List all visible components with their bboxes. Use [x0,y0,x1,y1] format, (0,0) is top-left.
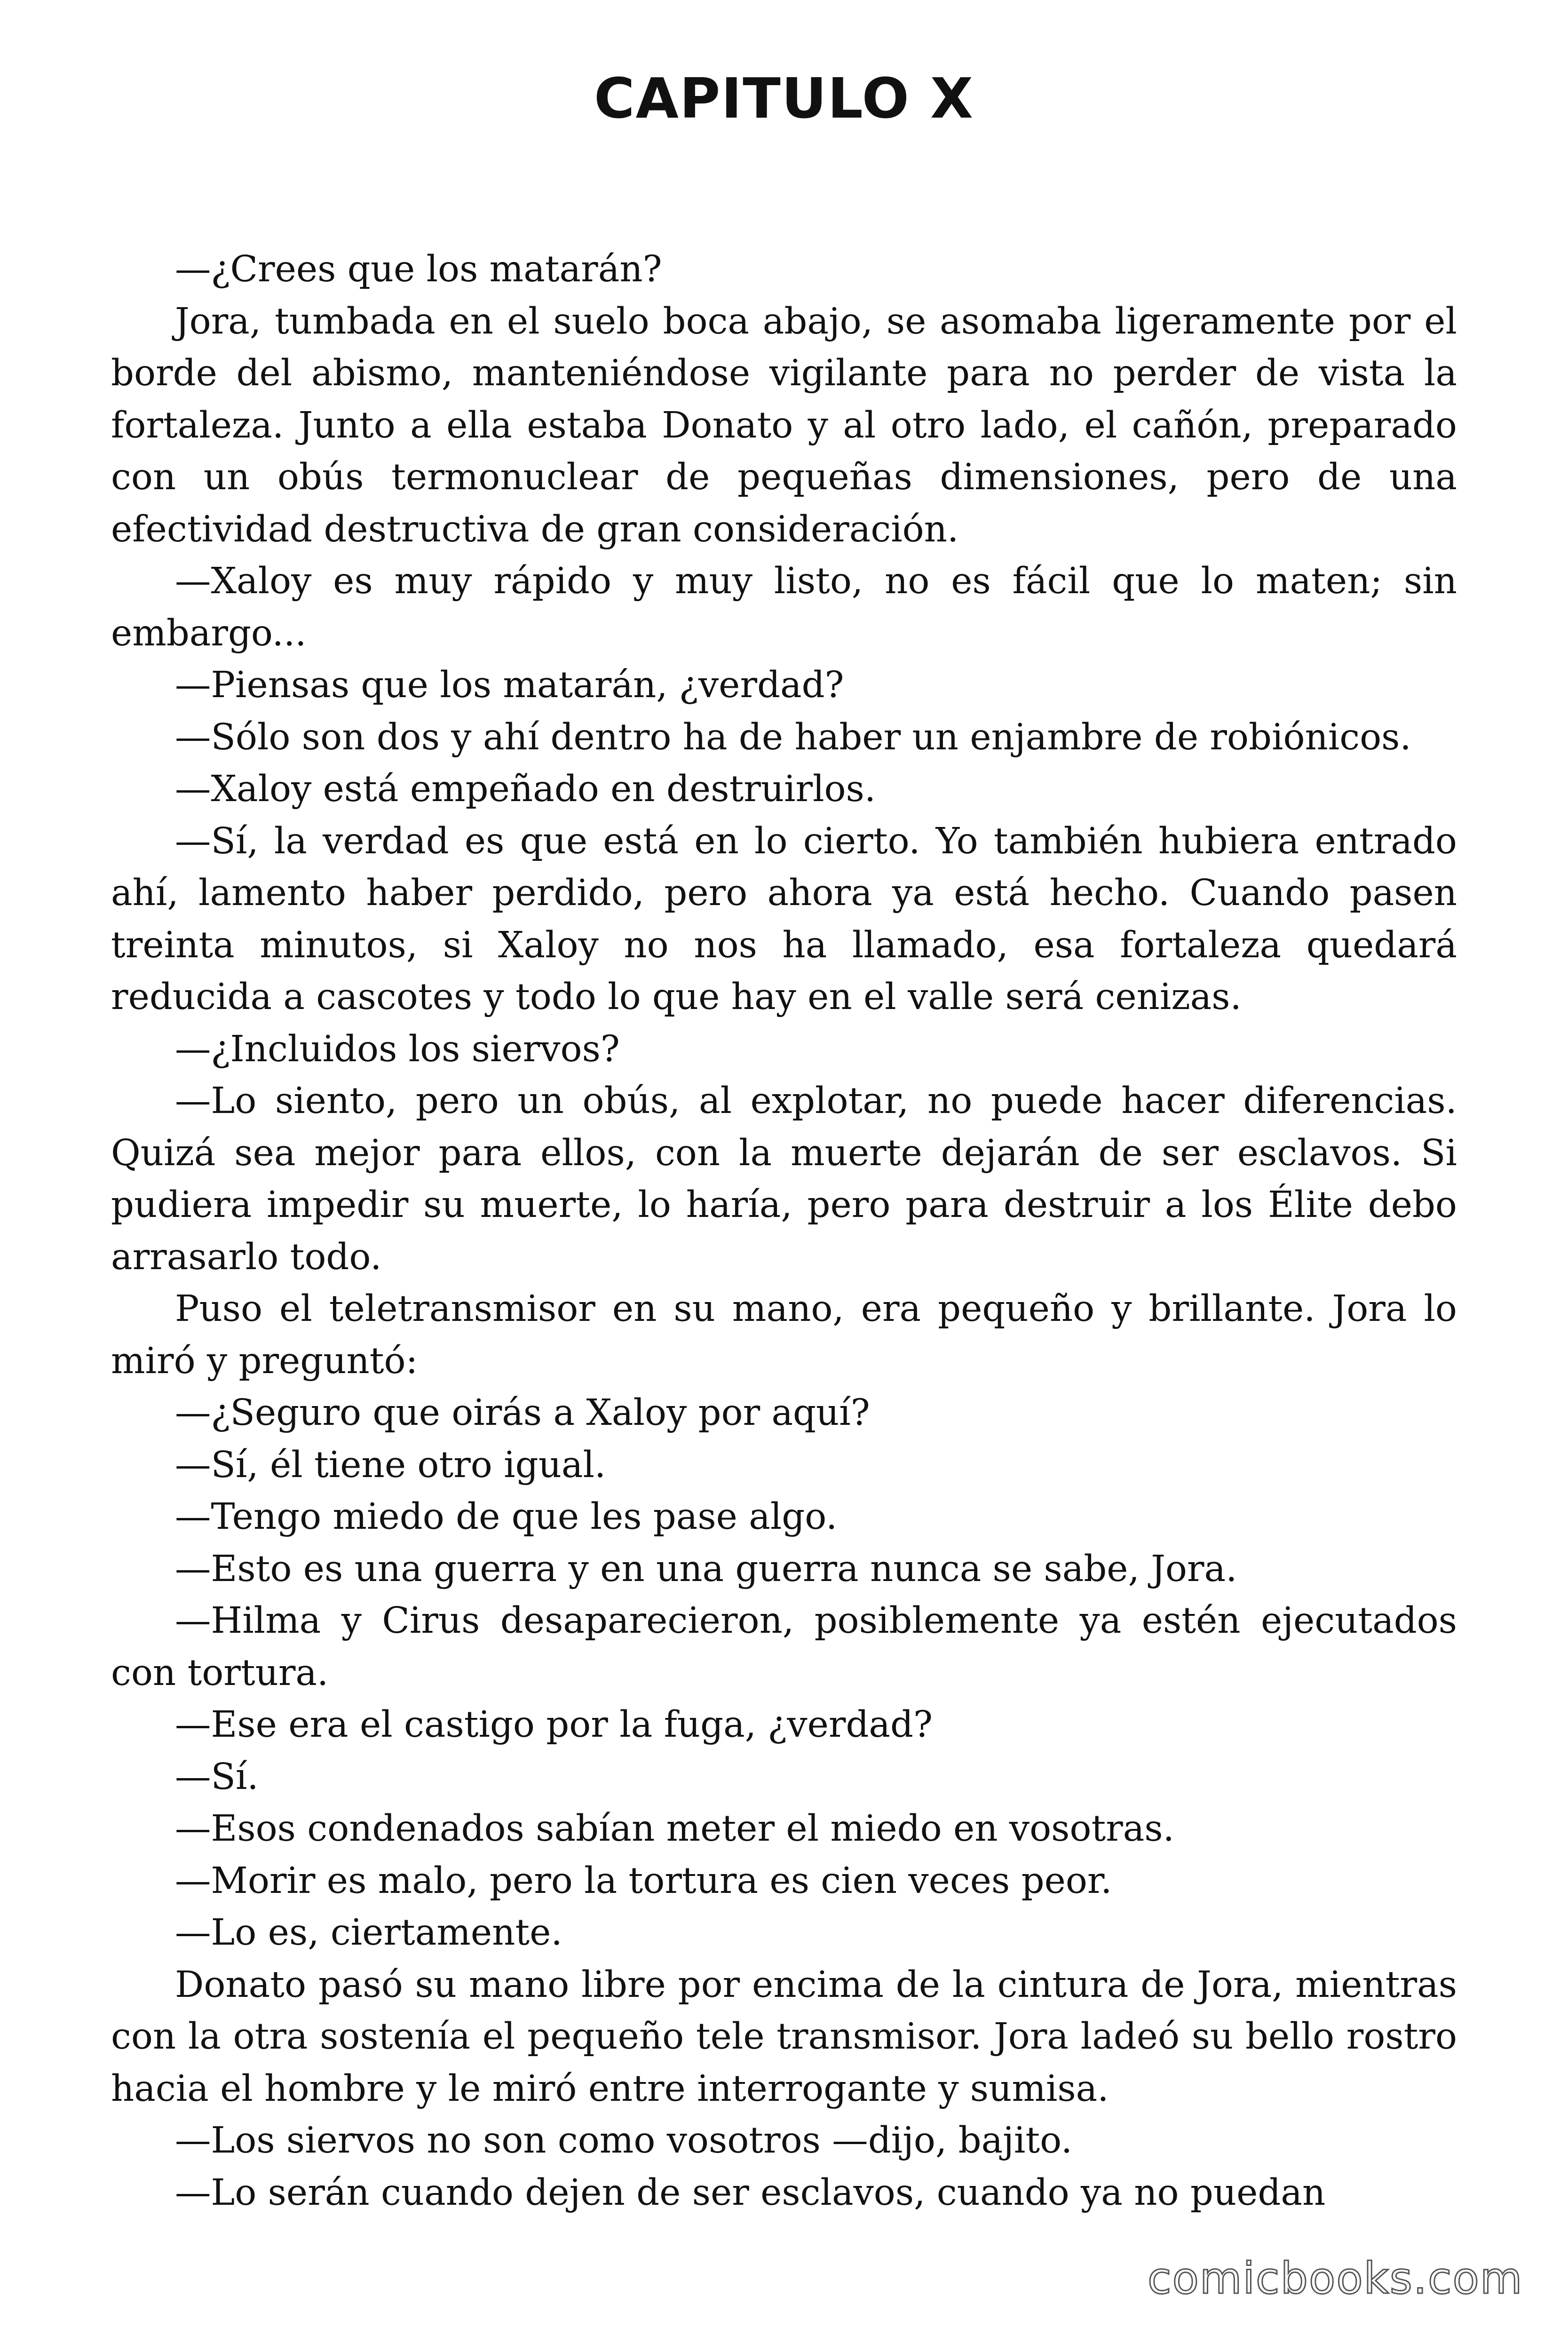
chapter-title: CAPITULO X [594,66,974,131]
paragraph: —Sólo son dos y ahí dentro ha de haber un enjambre de robiónicos. [175,716,1411,758]
paragraph: —Hilma y Cirus desaparecieron, posiblemente ya estén ejecutados con tortura. [111,1600,1457,1694]
paragraph: Puso el teletransmisor en su mano, era pequeño y brillante. Jora lo miró y preguntó: [111,1288,1457,1382]
paragraph: —Sí, la verdad es que está en lo cierto. Yo también hubiera entrado ahí, lamento haber perdido, pero ahora ya está hecho. Cuando pasen treinta minutos, si Xaloy no nos ha llamado, esa fortaleza quedará reducida a cascotes y todo lo que hay en el valle será cenizas. [111,820,1457,1018]
paragraph: Jora, tumbada en el suelo boca abajo, se asomaba ligeramente por el borde del abismo, manteniéndose vigilante para no perder de vista la fortaleza. Junto a ella estaba Donato y al otro lado, el cañón, preparado con un obús termonuclear de pequeñas dimensiones, pero de una efectividad destructiva de gran consideración. [111,300,1457,550]
paragraph: —Sí, él tiene otro igual. [175,1444,606,1486]
paragraph: —Esos condenados sabían meter el miedo en vosotras. [175,1808,1174,1850]
paragraph: —Lo siento, pero un obús, al explotar, no puede hacer diferencias. Quizá sea mejor para ellos, con la muerte dejarán de ser esclavos. Si pudiera impedir su muerte, lo haría, pero para destruir a los Élite debo arrasarlo todo. [111,1080,1457,1278]
paragraph: —Los siervos no son como vosotros —dijo, bajito. [175,2120,1073,2161]
paragraph: —Piensas que los matarán, ¿verdad? [175,664,844,706]
chapter-body [111,244,1457,2219]
paragraph: —Sí. [175,1756,259,1798]
paragraph: —Morir es malo, pero la tortura es cien veces peor. [175,1859,1112,1902]
paragraph: —Xaloy está empeñado en destruirlos. [175,768,876,810]
paragraph: —Tengo miedo de que les pase algo. [175,1496,838,1538]
paragraph: —Esto es una guerra y en una guerra nunca se sabe, Jora. [175,1548,1237,1590]
paragraph: —Ese era el castigo por la fuga, ¿verdad? [175,1704,933,1746]
paragraph: —Lo serán cuando dejen de ser esclavos, cuando ya no puedan [175,2171,1326,2214]
paragraph: —¿Crees que los matarán? [175,248,662,290]
paragraph: —¿Seguro que oirás a Xaloy por aquí? [175,1392,870,1434]
paragraph: —¿Incluidos los siervos? [175,1028,620,1070]
paragraph: —Lo es, ciertamente. [175,1912,562,1954]
paragraph: —Xaloy es muy rápido y muy listo, no es fácil que lo maten; sin embargo... [111,560,1457,654]
watermark: comicbooks.com [1148,2253,1523,2304]
paragraph: Donato pasó su mano libre por encima de la cintura de Jora, mientras con la otra sostenía el pequeño tele transmisor. Jora ladeó su bello rostro hacia el hombre y le miró entre interrogante y sumisa. [111,1963,1457,2110]
